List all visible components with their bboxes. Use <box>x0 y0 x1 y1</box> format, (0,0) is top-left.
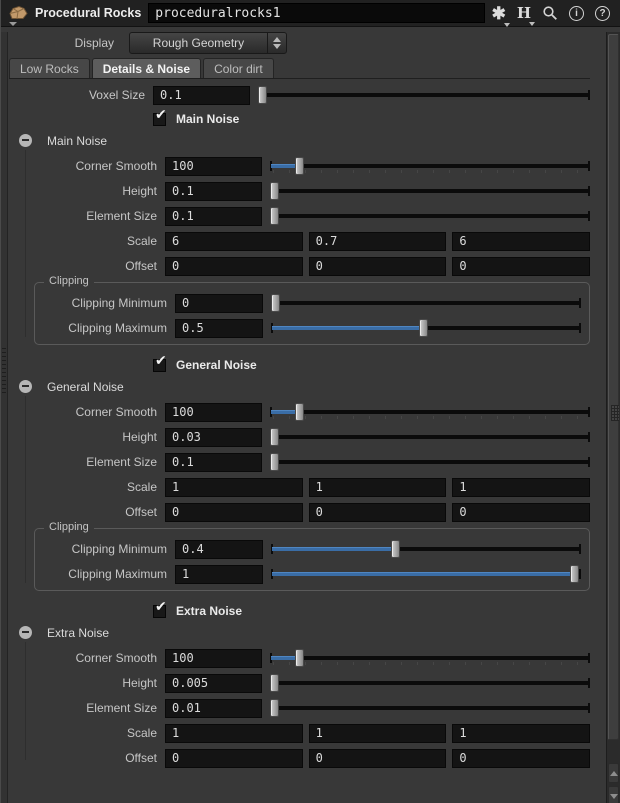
clipping-maximum-field[interactable]: 0.5 <box>175 319 263 338</box>
scale-z-field[interactable]: 6 <box>452 232 590 251</box>
element-size-slider[interactable] <box>270 206 590 226</box>
clipping-maximum-field[interactable]: 1 <box>175 565 263 584</box>
collapse-icon[interactable] <box>19 380 32 393</box>
clipping-maximum-row: Clipping Maximum 1 <box>35 564 581 584</box>
slider-handle[interactable] <box>419 319 428 337</box>
checkmark-icon: ✔ <box>155 106 167 123</box>
node-type-title: Procedural Rocks <box>35 6 142 20</box>
slider-handle[interactable] <box>271 294 280 312</box>
extra-noise-header: Extra Noise <box>19 625 590 640</box>
offset-y-field[interactable]: 0 <box>309 503 447 522</box>
section-extra-noise <box>9 598 590 768</box>
chevron-down-icon <box>504 23 510 27</box>
offset-row: Offset 0 0 0 <box>19 748 590 768</box>
pane-divider[interactable] <box>1 32 8 803</box>
gear-menu-button[interactable] <box>492 5 506 22</box>
node-name-input[interactable] <box>148 3 484 23</box>
scale-z-field[interactable]: 1 <box>452 724 590 743</box>
offset-z-field[interactable]: 0 <box>452 503 590 522</box>
node-icon[interactable] <box>9 5 28 22</box>
section-general-noise <box>9 352 590 591</box>
arrow-up-icon <box>610 771 618 776</box>
display-row <box>9 32 590 54</box>
height-slider[interactable] <box>270 181 590 201</box>
scrollbar-grip-icon <box>611 405 619 421</box>
voxel-size-row <box>9 85 590 105</box>
clipping-minimum-field[interactable]: 0 <box>175 294 263 313</box>
help-icon: ? <box>595 6 610 21</box>
clipping-maximum-row: Clipping Maximum 0.5 <box>35 318 581 338</box>
rock-icon <box>9 5 28 22</box>
element-size-field[interactable]: 0.1 <box>165 207 262 226</box>
offset-x-field[interactable]: 0 <box>165 749 303 768</box>
corner-smooth-slider[interactable] <box>270 156 590 176</box>
scale-x-field[interactable]: 1 <box>165 478 303 497</box>
main-noise-checkbox[interactable] <box>153 106 167 126</box>
houdini-asset-button[interactable] <box>516 3 531 22</box>
scroll-up-button[interactable] <box>608 763 619 783</box>
info-button[interactable] <box>569 6 584 21</box>
search-button[interactable] <box>542 5 558 21</box>
corner-smooth-field[interactable]: 100 <box>165 649 262 668</box>
scale-x-field[interactable]: 1 <box>165 724 303 743</box>
tab-color-dirt[interactable]: Color dirt <box>203 58 274 78</box>
slider-handle[interactable] <box>270 699 279 717</box>
element-size-row: Element Size 0.01 <box>19 698 590 718</box>
slider-track <box>259 93 589 97</box>
tab-bar <box>9 58 590 79</box>
element-size-field[interactable]: 0.01 <box>165 699 262 718</box>
extra-noise-checkbox[interactable] <box>153 598 167 618</box>
slider-handle[interactable] <box>570 565 579 583</box>
node-menu-arrow-icon <box>9 22 17 26</box>
offset-z-field[interactable]: 0 <box>452 749 590 768</box>
height-field[interactable]: 0.1 <box>165 182 262 201</box>
general-noise-checkbox[interactable] <box>153 352 167 372</box>
element-size-slider[interactable] <box>270 698 590 718</box>
scale-x-field[interactable]: 6 <box>165 232 303 251</box>
scale-row: Scale 1 1 1 <box>19 477 590 497</box>
general-noise-toggle-row: ✔ General Noise <box>155 352 257 372</box>
display-dropdown[interactable] <box>129 32 287 54</box>
offset-x-field[interactable]: 0 <box>165 503 303 522</box>
scroll-down-button[interactable] <box>608 786 619 803</box>
clipping-minimum-slider[interactable] <box>271 293 581 313</box>
voxel-size-slider[interactable] <box>258 85 590 105</box>
search-icon <box>542 5 558 21</box>
scale-row: Scale 1 1 1 <box>19 723 590 743</box>
collapse-icon[interactable] <box>19 134 32 147</box>
main-noise-header: Main Noise <box>19 133 590 148</box>
clipping-minimum-slider[interactable] <box>271 539 581 559</box>
scale-y-field[interactable]: 1 <box>309 478 447 497</box>
element-size-row: Element Size 0.1 <box>19 206 590 226</box>
clipping-minimum-field[interactable]: 0.4 <box>175 540 263 559</box>
clipping-minimum-row: Clipping Minimum 0.4 <box>35 539 581 559</box>
slider-handle[interactable] <box>270 428 279 446</box>
main-noise-toggle-row: ✔ Main Noise <box>155 106 240 126</box>
divider-grip-icon <box>2 347 6 393</box>
parameter-content <box>9 79 590 768</box>
element-size-field[interactable]: 0.1 <box>165 453 262 472</box>
gear-icon: ✱ <box>491 3 506 23</box>
slider-handle[interactable] <box>270 453 279 471</box>
clipping-minimum-row: Clipping Minimum 0 <box>35 293 581 313</box>
offset-z-field[interactable]: 0 <box>452 257 590 276</box>
height-field[interactable]: 0.005 <box>165 674 262 693</box>
scale-z-field[interactable]: 1 <box>452 478 590 497</box>
corner-smooth-field[interactable]: 100 <box>165 403 262 422</box>
slider-handle[interactable] <box>295 403 304 421</box>
offset-row: Offset 0 0 0 <box>19 256 590 276</box>
element-size-slider[interactable] <box>270 452 590 472</box>
slider-handle[interactable] <box>270 674 279 692</box>
slider-handle[interactable] <box>270 207 279 225</box>
corner-smooth-row: Corner Smooth 100 <box>19 648 590 668</box>
clipping-maximum-slider[interactable] <box>271 318 581 338</box>
scale-y-field[interactable]: 0.7 <box>309 232 447 251</box>
slider-handle[interactable] <box>295 157 304 175</box>
checkmark-icon: ✔ <box>155 352 167 369</box>
element-size-row: Element Size 0.1 <box>19 452 590 472</box>
slider-handle[interactable] <box>258 86 267 104</box>
vertical-scrollbar[interactable] <box>606 32 620 803</box>
height-row: Height 0.005 <box>19 673 590 693</box>
slider-handle[interactable] <box>270 182 279 200</box>
titlebar-icons <box>492 5 610 22</box>
scrollbar-thumb[interactable] <box>608 34 619 740</box>
offset-y-field[interactable]: 0 <box>309 257 447 276</box>
slider-handle[interactable] <box>295 649 304 667</box>
info-icon: i <box>569 6 584 21</box>
offset-x-field[interactable]: 0 <box>165 257 303 276</box>
collapse-icon[interactable] <box>19 626 32 639</box>
arrow-down-icon <box>610 794 618 799</box>
houdini-logo-icon: H <box>516 3 531 22</box>
parameter-body <box>1 32 620 803</box>
height-slider[interactable] <box>270 427 590 447</box>
corner-smooth-slider[interactable] <box>270 648 590 668</box>
corner-smooth-field[interactable]: 100 <box>165 157 262 176</box>
scale-row: Scale 6 0.7 6 <box>19 231 590 251</box>
general-noise-header: General Noise <box>19 379 590 394</box>
tab-details-noise[interactable]: Details & Noise <box>92 58 201 78</box>
offset-row: Offset 0 0 0 <box>19 502 590 522</box>
height-slider[interactable] <box>270 673 590 693</box>
titlebar <box>1 0 620 27</box>
section-main-noise <box>9 106 590 345</box>
corner-smooth-row: Corner Smooth 100 <box>19 156 590 176</box>
clipping-maximum-slider[interactable] <box>271 564 581 584</box>
height-row: Height 0.03 <box>19 427 590 447</box>
param-label: Voxel Size <box>88 88 145 102</box>
help-button[interactable] <box>595 6 610 21</box>
clipping-group: Clipping Clipping Minimum 0.4 Clipping Maximum 1 <box>34 528 590 591</box>
height-field[interactable]: 0.03 <box>165 428 262 447</box>
offset-y-field[interactable]: 0 <box>309 749 447 768</box>
height-row: Height 0.1 <box>19 181 590 201</box>
display-dropdown-value: Rough Geometry <box>152 36 245 50</box>
tab-low-rocks[interactable]: Low Rocks <box>9 58 90 78</box>
voxel-size-field[interactable]: 0.1 <box>153 86 250 105</box>
spinner-arrows-icon <box>267 33 286 53</box>
checkmark-icon: ✔ <box>155 598 167 615</box>
clipping-group: Clipping Clipping Minimum 0 Clipping Maximum 0.5 <box>34 282 590 345</box>
scale-y-field[interactable]: 1 <box>309 724 447 743</box>
chevron-down-icon <box>529 22 535 26</box>
corner-smooth-row: Corner Smooth 100 <box>19 402 590 422</box>
extra-noise-toggle-row: ✔ Extra Noise <box>155 598 243 618</box>
display-label: Display <box>74 36 114 50</box>
slider-handle[interactable] <box>391 540 400 558</box>
parameter-main <box>9 32 590 768</box>
corner-smooth-slider[interactable] <box>270 402 590 422</box>
